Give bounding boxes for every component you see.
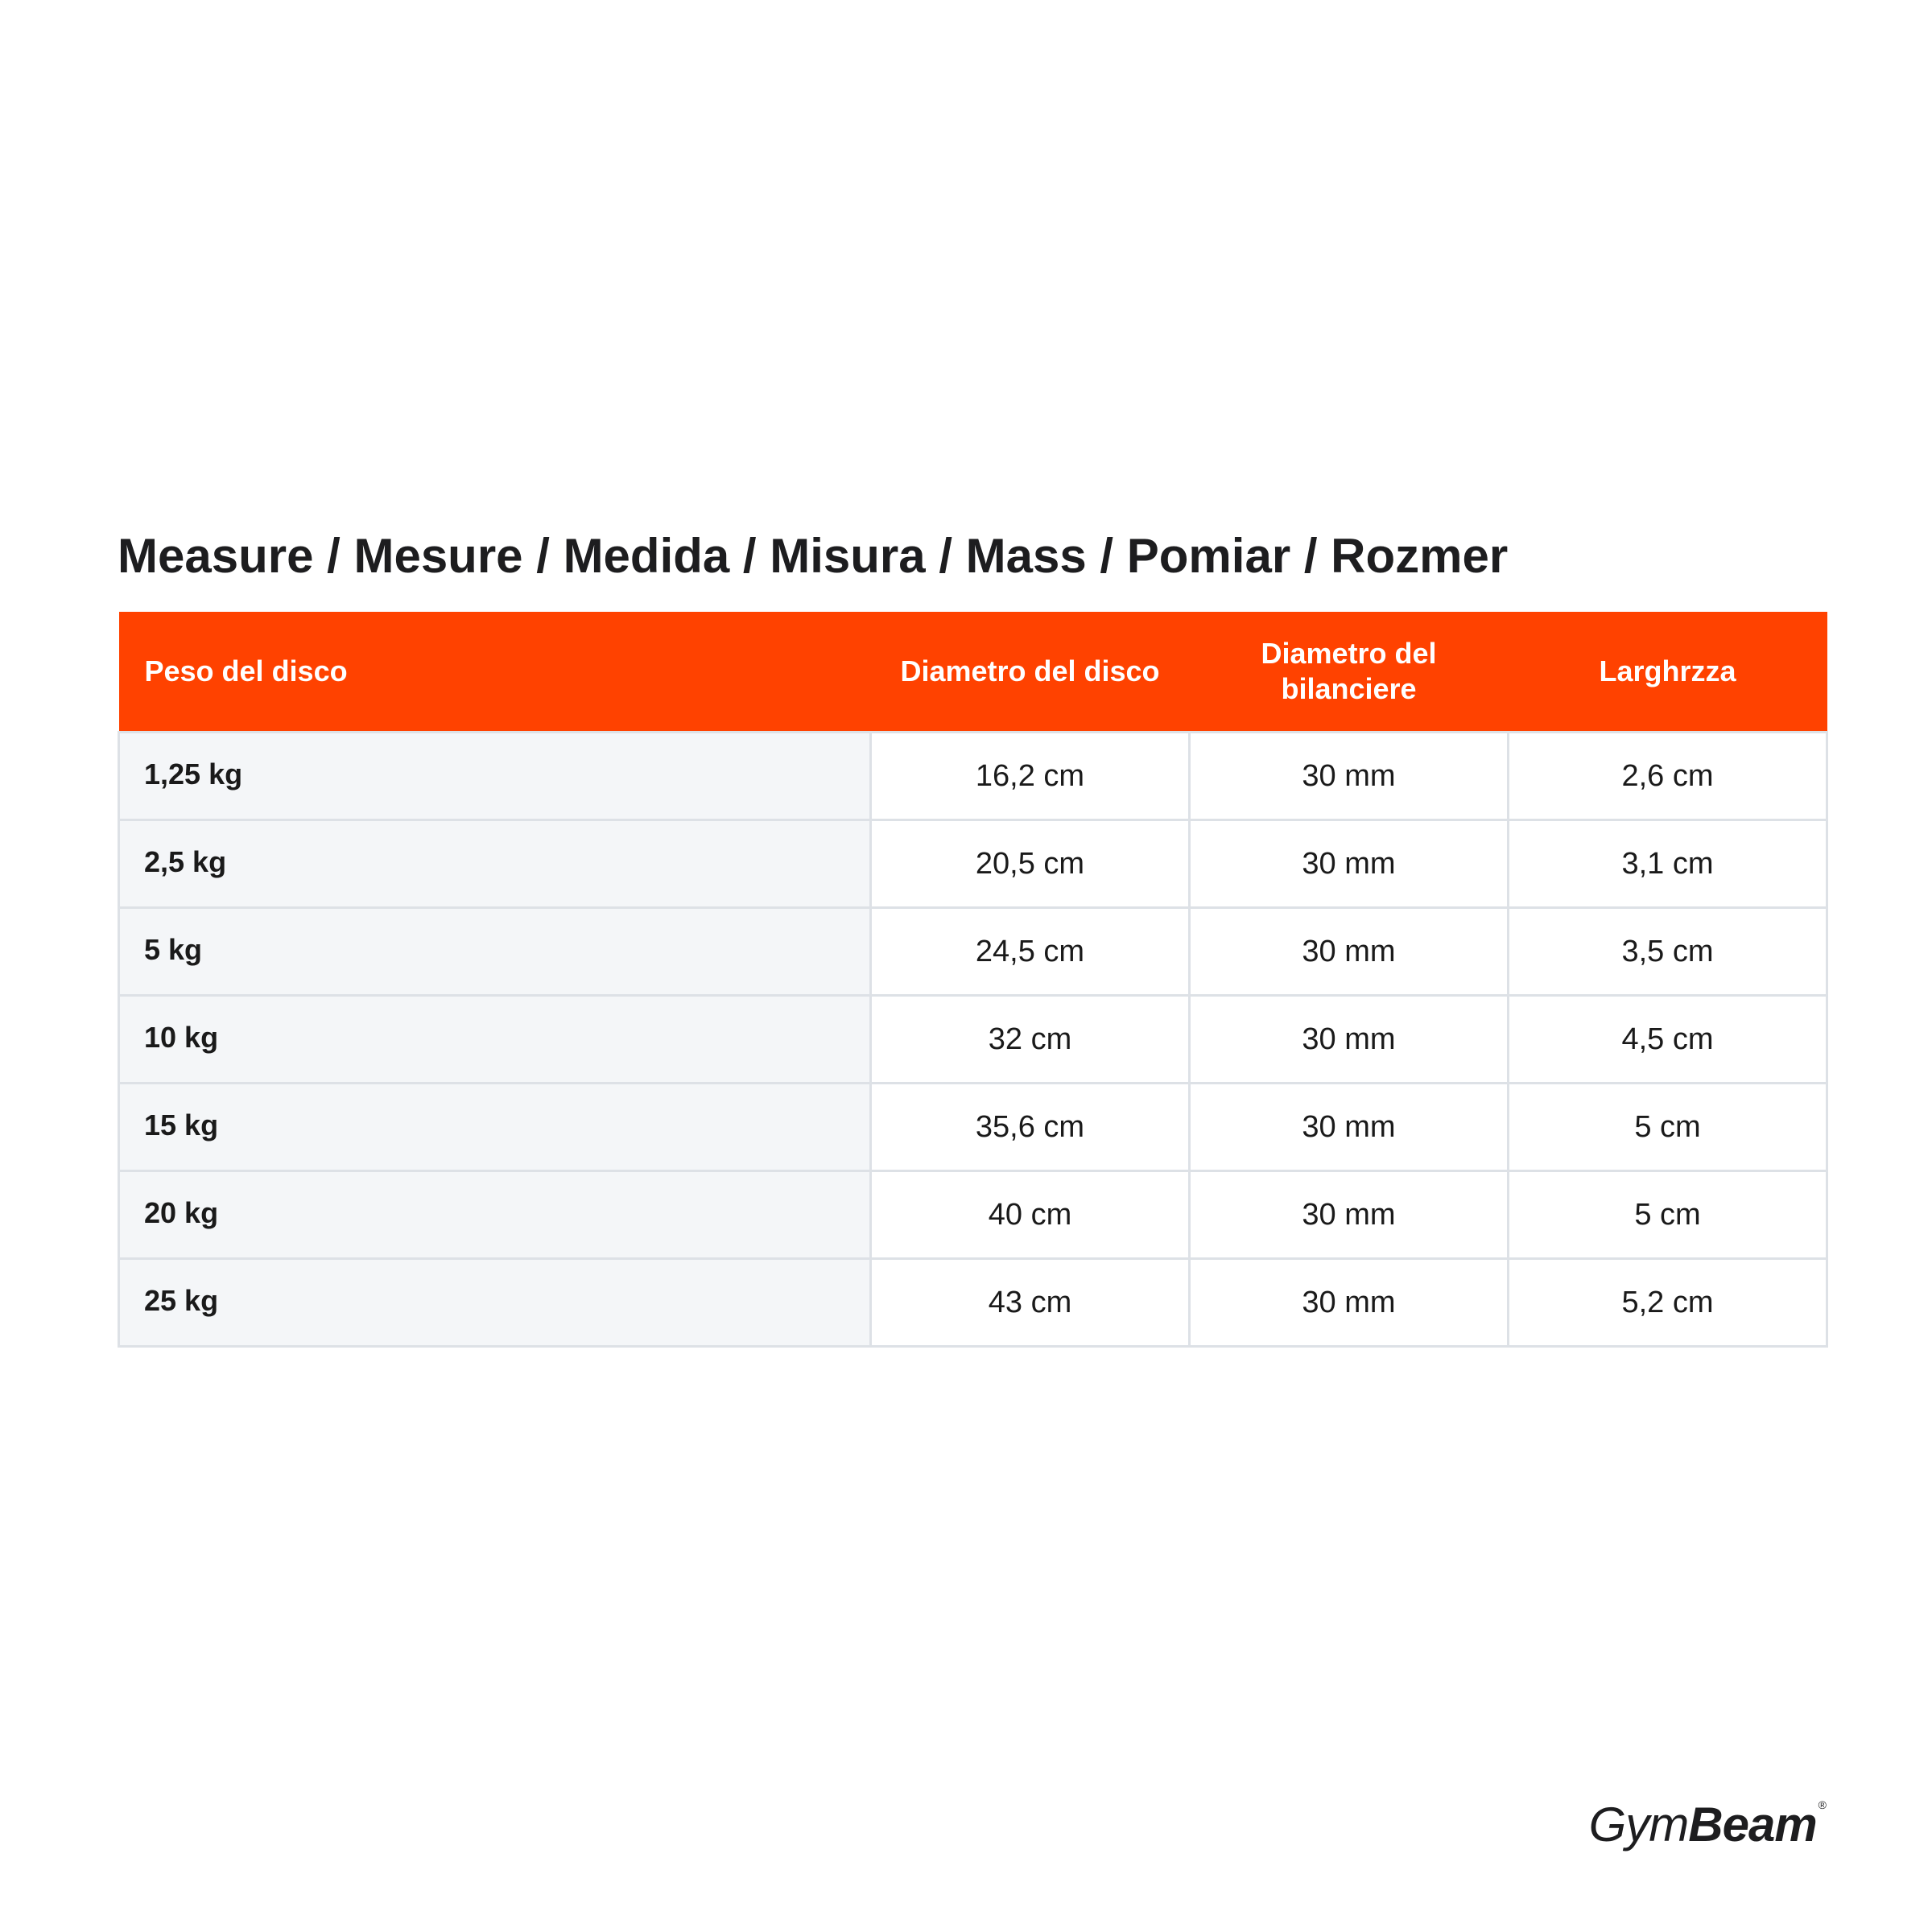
header-cell-disc-diameter: Diametro del disco bbox=[871, 612, 1190, 733]
width-cell: 5 cm bbox=[1509, 1084, 1827, 1171]
weight-cell: 15 kg bbox=[119, 1084, 871, 1171]
disc-diameter-cell: 35,6 cm bbox=[871, 1084, 1190, 1171]
weight-cell: 20 kg bbox=[119, 1171, 871, 1259]
bar-diameter-cell: 30 mm bbox=[1190, 908, 1509, 996]
header-cell-bar-diameter: Diametro del bilanciere bbox=[1190, 612, 1509, 733]
header-cell-width: Larghrzza bbox=[1509, 612, 1827, 733]
table-row bbox=[119, 996, 1827, 1084]
page-title: Measure / Mesure / Medida / Misura / Mass / Pomiar / Rozmer bbox=[118, 529, 1509, 583]
bar-diameter-cell: 30 mm bbox=[1190, 733, 1509, 820]
table-row bbox=[119, 733, 1827, 820]
width-cell: 5,2 cm bbox=[1509, 1259, 1827, 1347]
bar-diameter-cell: 30 mm bbox=[1190, 1259, 1509, 1347]
weight-cell: 2,5 kg bbox=[119, 820, 871, 908]
table-header-row bbox=[119, 612, 1827, 733]
logo-text-gym: Gym bbox=[1588, 1798, 1689, 1852]
disc-diameter-cell: 40 cm bbox=[871, 1171, 1190, 1259]
bar-diameter-cell: 30 mm bbox=[1190, 996, 1509, 1084]
size-table bbox=[118, 612, 1828, 1348]
weight-cell: 5 kg bbox=[119, 908, 871, 996]
header-cell-disc-weight: Peso del disco bbox=[119, 612, 871, 733]
width-cell: 2,6 cm bbox=[1509, 733, 1827, 820]
weight-cell: 1,25 kg bbox=[119, 733, 871, 820]
gymbeam-logo bbox=[1589, 1797, 1826, 1853]
width-cell: 3,5 cm bbox=[1509, 908, 1827, 996]
table-row bbox=[119, 1259, 1827, 1347]
bar-diameter-cell: 30 mm bbox=[1190, 1171, 1509, 1259]
weight-cell: 25 kg bbox=[119, 1259, 871, 1347]
disc-diameter-cell: 20,5 cm bbox=[871, 820, 1190, 908]
disc-diameter-cell: 16,2 cm bbox=[871, 733, 1190, 820]
logo-text-beam: Beam bbox=[1688, 1798, 1817, 1852]
bar-diameter-cell: 30 mm bbox=[1190, 1084, 1509, 1171]
disc-diameter-cell: 32 cm bbox=[871, 996, 1190, 1084]
registered-mark: ® bbox=[1818, 1798, 1826, 1811]
width-cell: 4,5 cm bbox=[1509, 996, 1827, 1084]
table-row bbox=[119, 1084, 1827, 1171]
width-cell: 3,1 cm bbox=[1509, 820, 1827, 908]
disc-diameter-cell: 24,5 cm bbox=[871, 908, 1190, 996]
weight-cell: 10 kg bbox=[119, 996, 871, 1084]
disc-diameter-cell: 43 cm bbox=[871, 1259, 1190, 1347]
table-row bbox=[119, 908, 1827, 996]
bar-diameter-cell: 30 mm bbox=[1190, 820, 1509, 908]
table-row bbox=[119, 1171, 1827, 1259]
width-cell: 5 cm bbox=[1509, 1171, 1827, 1259]
table-row bbox=[119, 820, 1827, 908]
